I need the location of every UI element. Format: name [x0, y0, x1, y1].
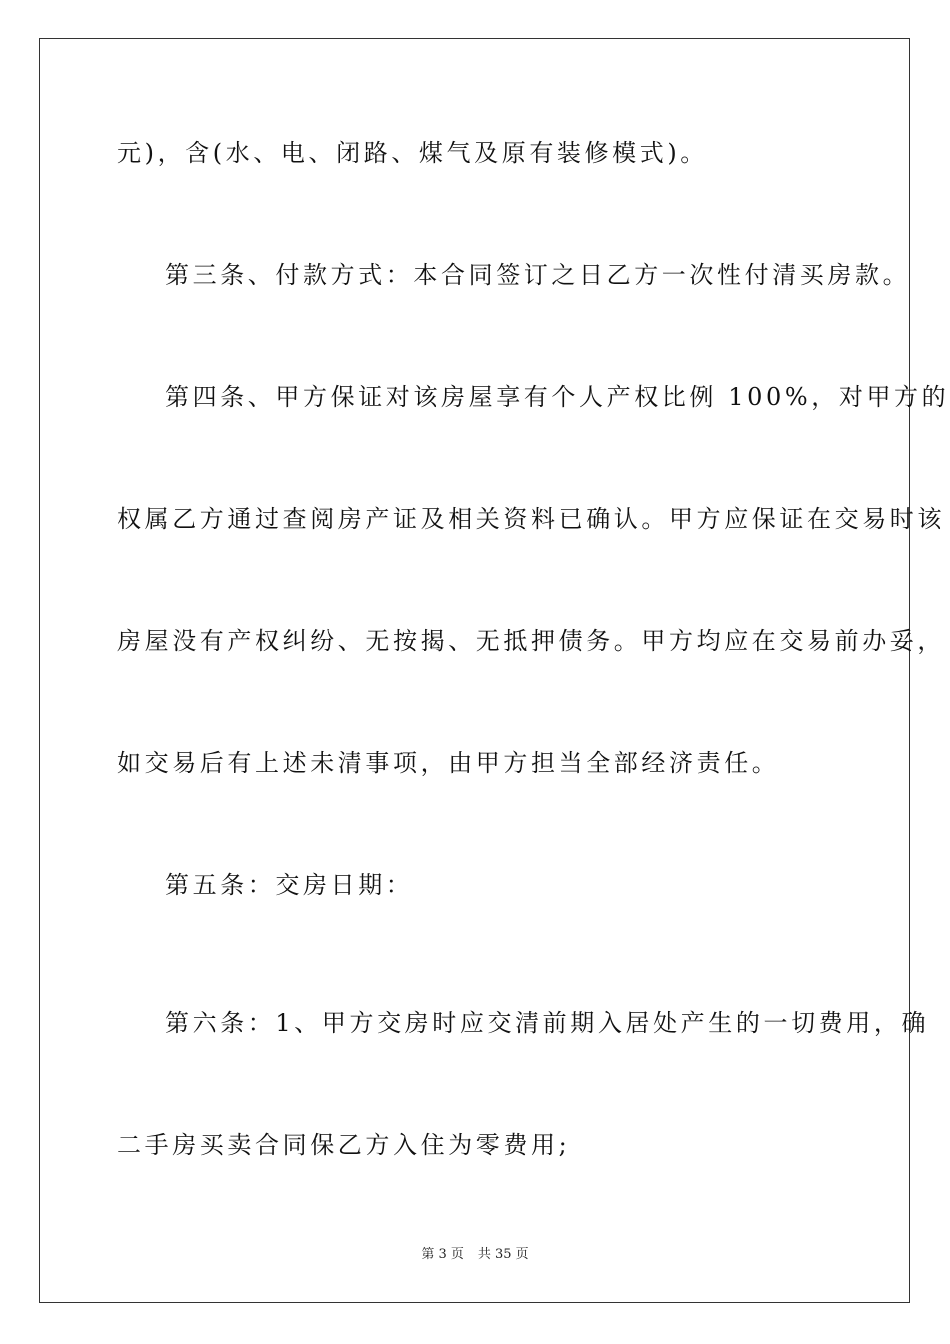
paragraph-line-4: 权属乙方通过查阅房产证及相关资料已确认。甲方应保证在交易时该	[117, 505, 945, 533]
paragraph-line-1: 元)，含(水、电、闭路、煤气及原有装修模式)。	[117, 139, 708, 167]
paragraph-line-5: 房屋没有产权纠纷、无按揭、无抵押债务。甲方均应在交易前办妥，	[117, 627, 945, 655]
paragraph-line-6: 如交易后有上述未清事项，由甲方担当全部经济责任。	[117, 749, 780, 777]
paragraph-line-9: 二手房买卖合同保乙方入住为零费用;	[117, 1131, 571, 1159]
paragraph-line-7: 第五条：交房日期：	[165, 871, 414, 899]
page-footer	[0, 1246, 950, 1264]
paragraph-line-3: 第四条、甲方保证对该房屋享有个人产权比例 100%，对甲方的	[165, 383, 950, 411]
page-border	[39, 38, 950, 1303]
page-total: 共 35 页	[477, 1247, 529, 1262]
paragraph-line-2: 第三条、付款方式：本合同签订之日乙方一次性付清买房款。	[165, 261, 911, 289]
paragraph-line-8: 第六条：1、甲方交房时应交清前期入居处产生的一切费用，确	[165, 1009, 930, 1037]
page-number: 第 3 页	[421, 1247, 464, 1262]
